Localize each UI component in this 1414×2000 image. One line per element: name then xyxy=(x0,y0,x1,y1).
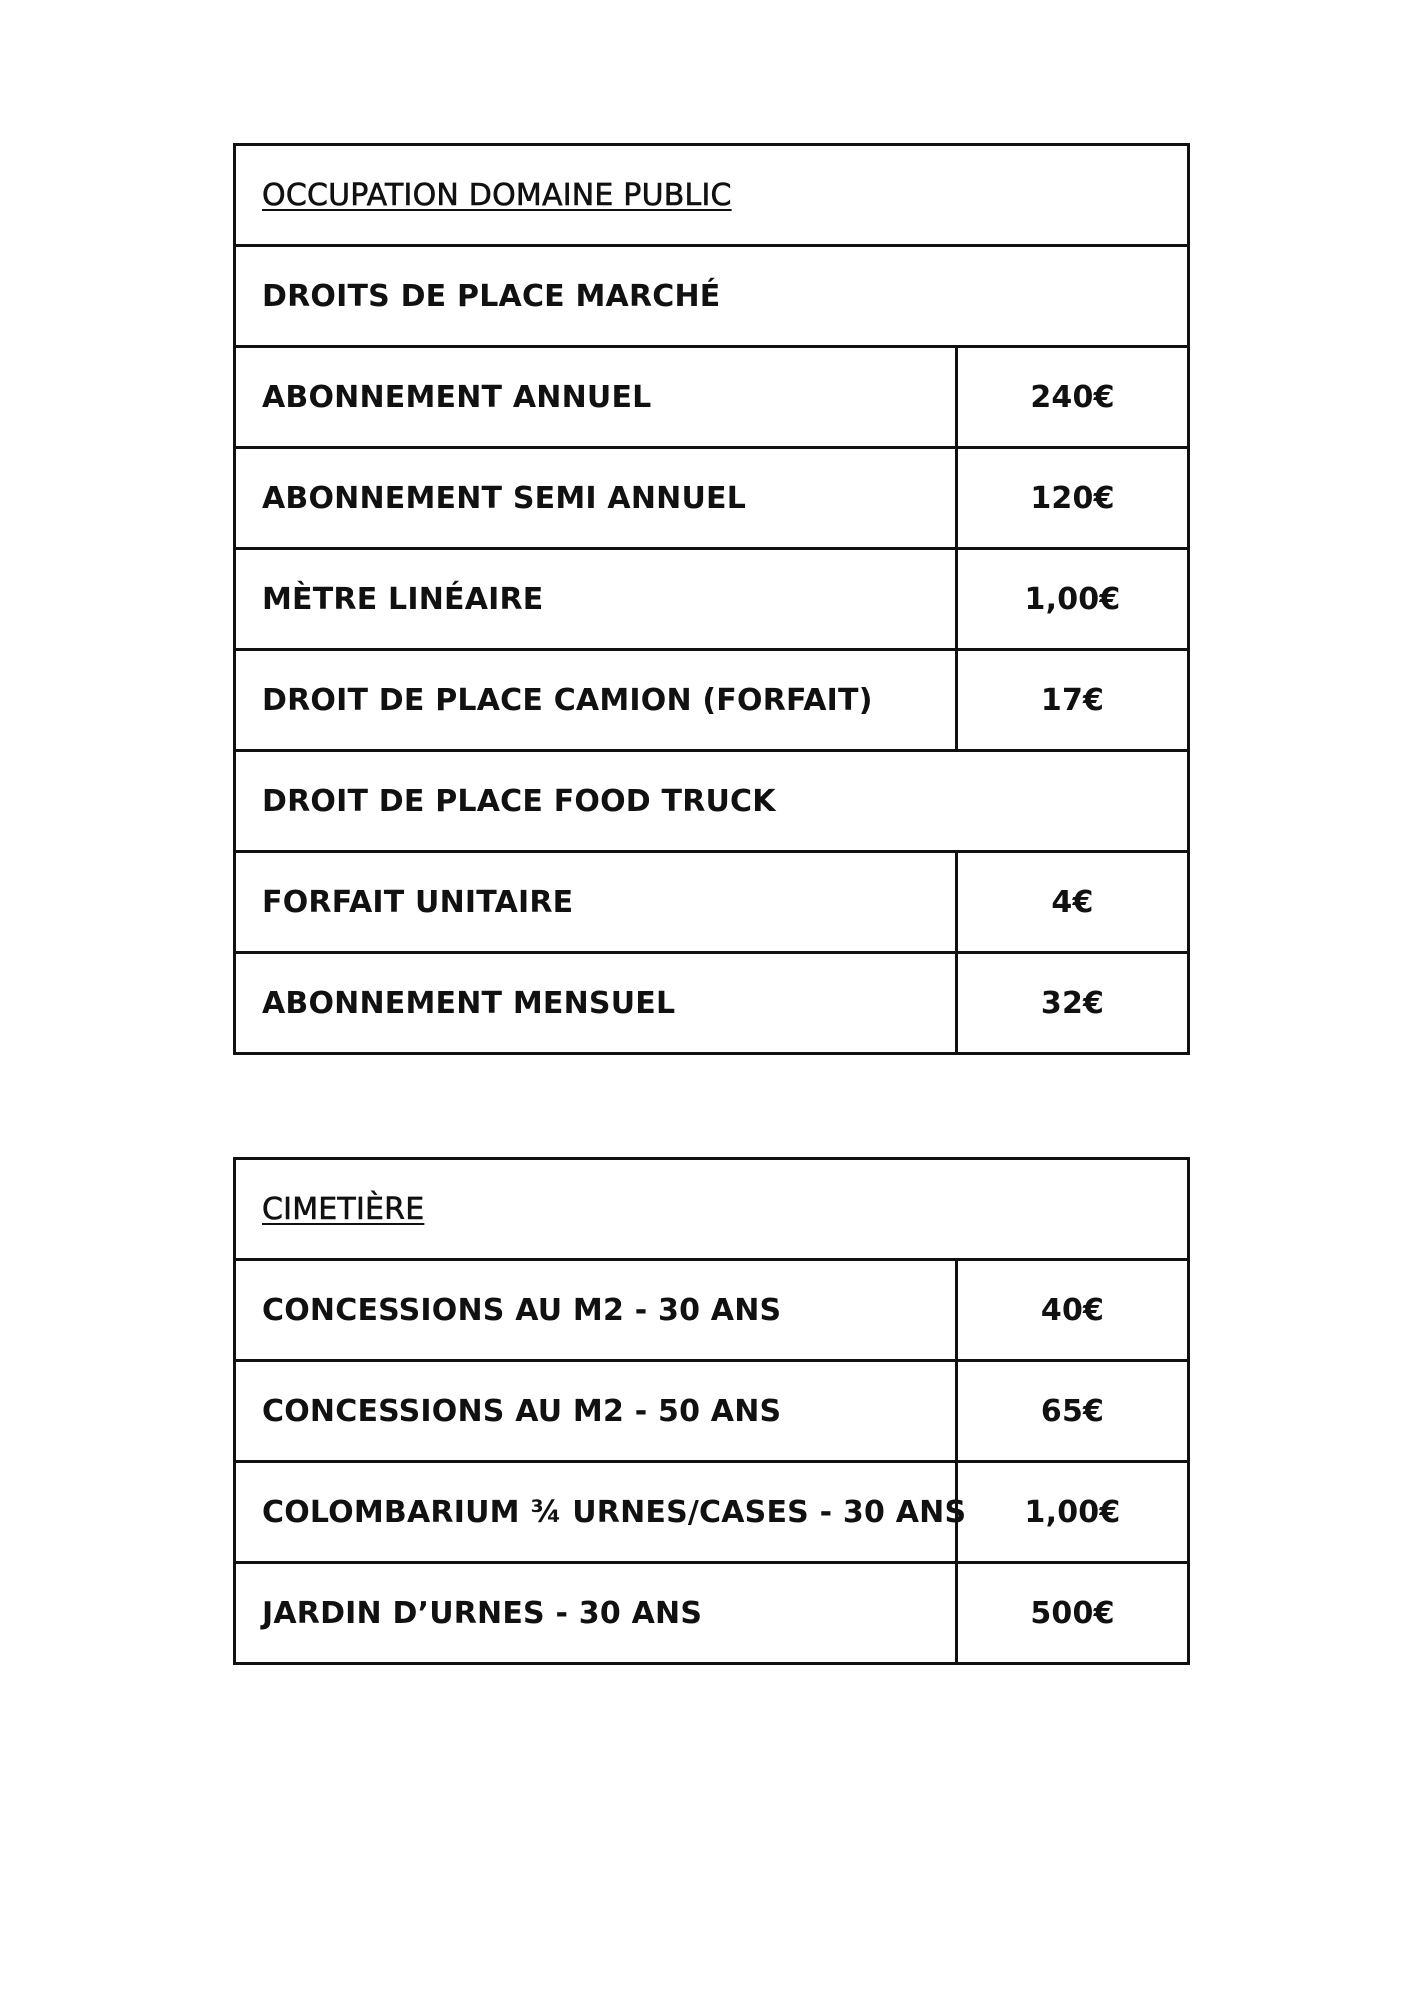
row-price: 1,00€ xyxy=(957,1462,1189,1563)
table-row xyxy=(235,1159,1189,1260)
table-row xyxy=(235,751,1189,852)
table-row xyxy=(235,1462,1189,1563)
row-price: 32€ xyxy=(957,953,1189,1054)
row-price: 17€ xyxy=(957,650,1189,751)
table-row xyxy=(235,145,1189,246)
row-label: ABONNEMENT SEMI ANNUEL xyxy=(235,448,957,549)
table-row xyxy=(235,347,1189,448)
row-label: JARDIN D’URNES - 30 ANS xyxy=(235,1563,957,1664)
table-row xyxy=(235,953,1189,1054)
row-label: COLOMBARIUM ¾ URNES/CASES - 30 ANS xyxy=(235,1462,957,1563)
row-price: 40€ xyxy=(957,1260,1189,1361)
cimetiere-table xyxy=(233,1157,1190,1665)
table-row xyxy=(235,852,1189,953)
row-price: 4€ xyxy=(957,852,1189,953)
row-label: FORFAIT UNITAIRE xyxy=(235,852,957,953)
table-row xyxy=(235,1260,1189,1361)
occupation-table xyxy=(233,143,1190,1055)
table-row xyxy=(235,650,1189,751)
row-label: ABONNEMENT MENSUEL xyxy=(235,953,957,1054)
table-row xyxy=(235,1361,1189,1462)
row-label: DROIT DE PLACE CAMION (FORFAIT) xyxy=(235,650,957,751)
row-price: 240€ xyxy=(957,347,1189,448)
row-price: 65€ xyxy=(957,1361,1189,1462)
row-price: 500€ xyxy=(957,1563,1189,1664)
cimetiere-title: CIMETIÈRE xyxy=(235,1159,1189,1260)
table-row xyxy=(235,448,1189,549)
foodtruck-heading: DROIT DE PLACE FOOD TRUCK xyxy=(235,751,1189,852)
table-row xyxy=(235,246,1189,347)
row-price: 120€ xyxy=(957,448,1189,549)
row-label: MÈTRE LINÉAIRE xyxy=(235,549,957,650)
occupation-title: OCCUPATION DOMAINE PUBLIC xyxy=(235,145,1189,246)
table-row xyxy=(235,1563,1189,1664)
table-row xyxy=(235,549,1189,650)
marche-heading: DROITS DE PLACE MARCHÉ xyxy=(235,246,1189,347)
row-label: ABONNEMENT ANNUEL xyxy=(235,347,957,448)
row-label: CONCESSIONS AU M2 - 50 ANS xyxy=(235,1361,957,1462)
row-price: 1,00€ xyxy=(957,549,1189,650)
row-label: CONCESSIONS AU M2 - 30 ANS xyxy=(235,1260,957,1361)
